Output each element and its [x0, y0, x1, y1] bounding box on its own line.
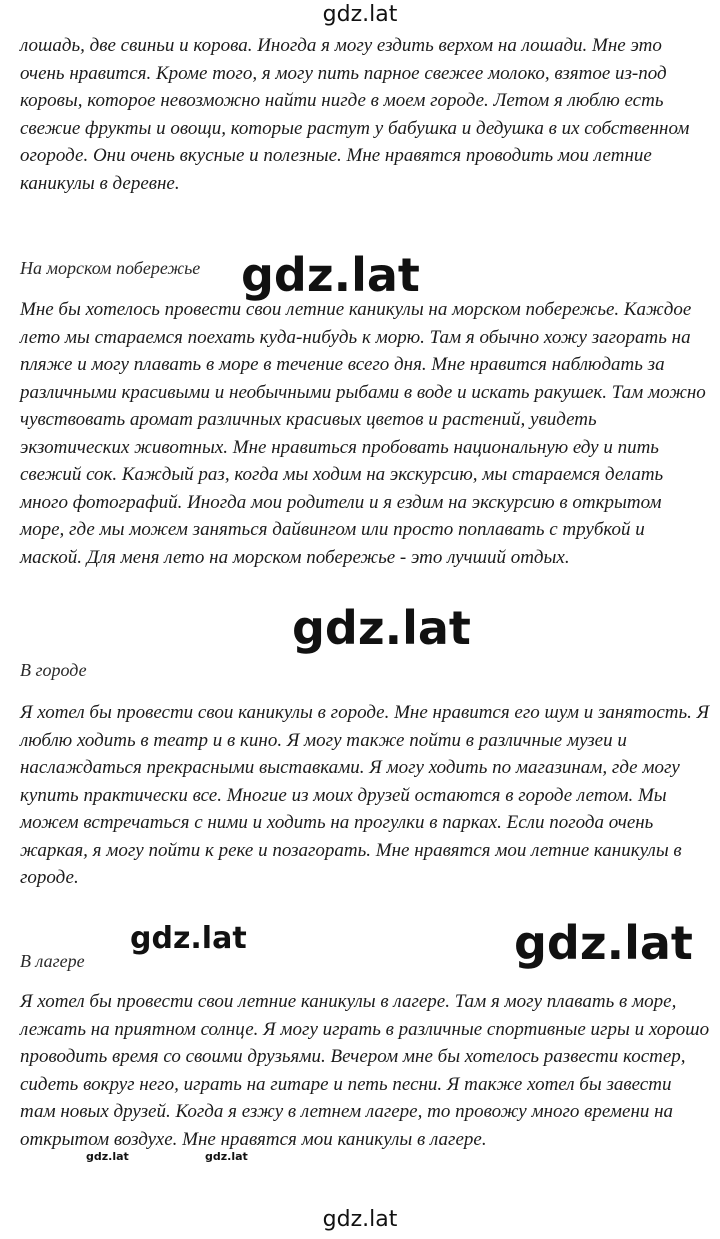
- village-section: [20, 32, 710, 197]
- watermark-large-2: gdz.lat: [292, 601, 471, 655]
- watermark-medium: gdz.lat: [130, 921, 247, 956]
- watermark-large-1: gdz.lat: [241, 248, 420, 302]
- seaside-section: [20, 296, 710, 571]
- city-paragraph: Я хотел бы провести свои каникулы в городе. Мне нравится его шум и занятость. Я люблю ходить в театр и в кино. Я могу также пойти в различные музеи и наслаждаться прекрасными выставками. Я могу ходить по магазинам, где могу купить практически все. Многие из моих друзей остаются в городе летом. Мы можем встречаться с ними и ходить на прогулки в парках. Если погода очень жаркая, я могу пойти к реке и позагорать. Мне нравятся мои летние каникулы в городе.: [20, 702, 710, 888]
- city-section: [20, 699, 710, 892]
- camp-paragraph: Я хотел бы провести свои летние каникулы в лагере. Там я могу плавать в море, лежать на приятном солнце. Я могу играть в различные спортивные игры и хорошо проводить время со своими друзьями. Вечером мне бы хотелось развести костер, сидеть вокруг него, играть на гитаре и петь песни. Я также хотел бы завести там новых друзей. Когда я езжу в летнем лагере, то провожу много времени на открытом воздухе. Мне нравятся мои каникулы в лагере.: [20, 991, 710, 1150]
- seaside-paragraph: Мне бы хотелось провести свои летние каникулы на морском побережье. Каждое лето мы стараемся поехать куда-нибудь к морю. Там я обычно хожу загорать на пляже и могу плавать в море в течение всего дня. Мне нравится наблюдать за различными красивыми и необычными рыбами в воде и искать ракушек. Там можно чувствовать аромат различных красивых цветов и растений, увидеть экзотических животных. Мне нравиться пробовать национальную еду и пить свежий сок. Каждый раз, когда мы ходим на экскурсию, мы стараемся делать много фотографий. Иногда мои родители и я ездим на экскурсию в открытом море, где мы можем заняться дайвингом или просто поплавать с трубкой и маской. Для меня лето на морском побережье - это лучший отдых.: [20, 299, 706, 568]
- watermark-tiny-2: gdz.lat: [205, 1150, 248, 1163]
- watermark-top: gdz.lat: [322, 2, 398, 27]
- watermark-large-3: gdz.lat: [514, 916, 693, 970]
- village-paragraph: лошадь, две свиньи и корова. Иногда я могу ездить верхом на лошади. Мне это очень нравится. Кроме того, я могу пить парное свежее молоко, взятое из-под коровы, которое невозможно найти нигде в моем городе. Летом я люблю есть свежие фрукты и овощи, которые растут у бабушка и дедушка в их собственном огороде. Они очень вкусные и полезные. Мне нравятся проводить мои летние каникулы в деревне.: [20, 35, 690, 194]
- watermark-tiny-1: gdz.lat: [86, 1150, 129, 1163]
- seaside-heading: На морском побережье: [20, 258, 201, 278]
- watermark-bottom: gdz.lat: [322, 1207, 398, 1232]
- camp-section: [20, 988, 710, 1153]
- camp-heading: В лагере: [20, 951, 85, 971]
- city-heading: В городе: [20, 660, 87, 680]
